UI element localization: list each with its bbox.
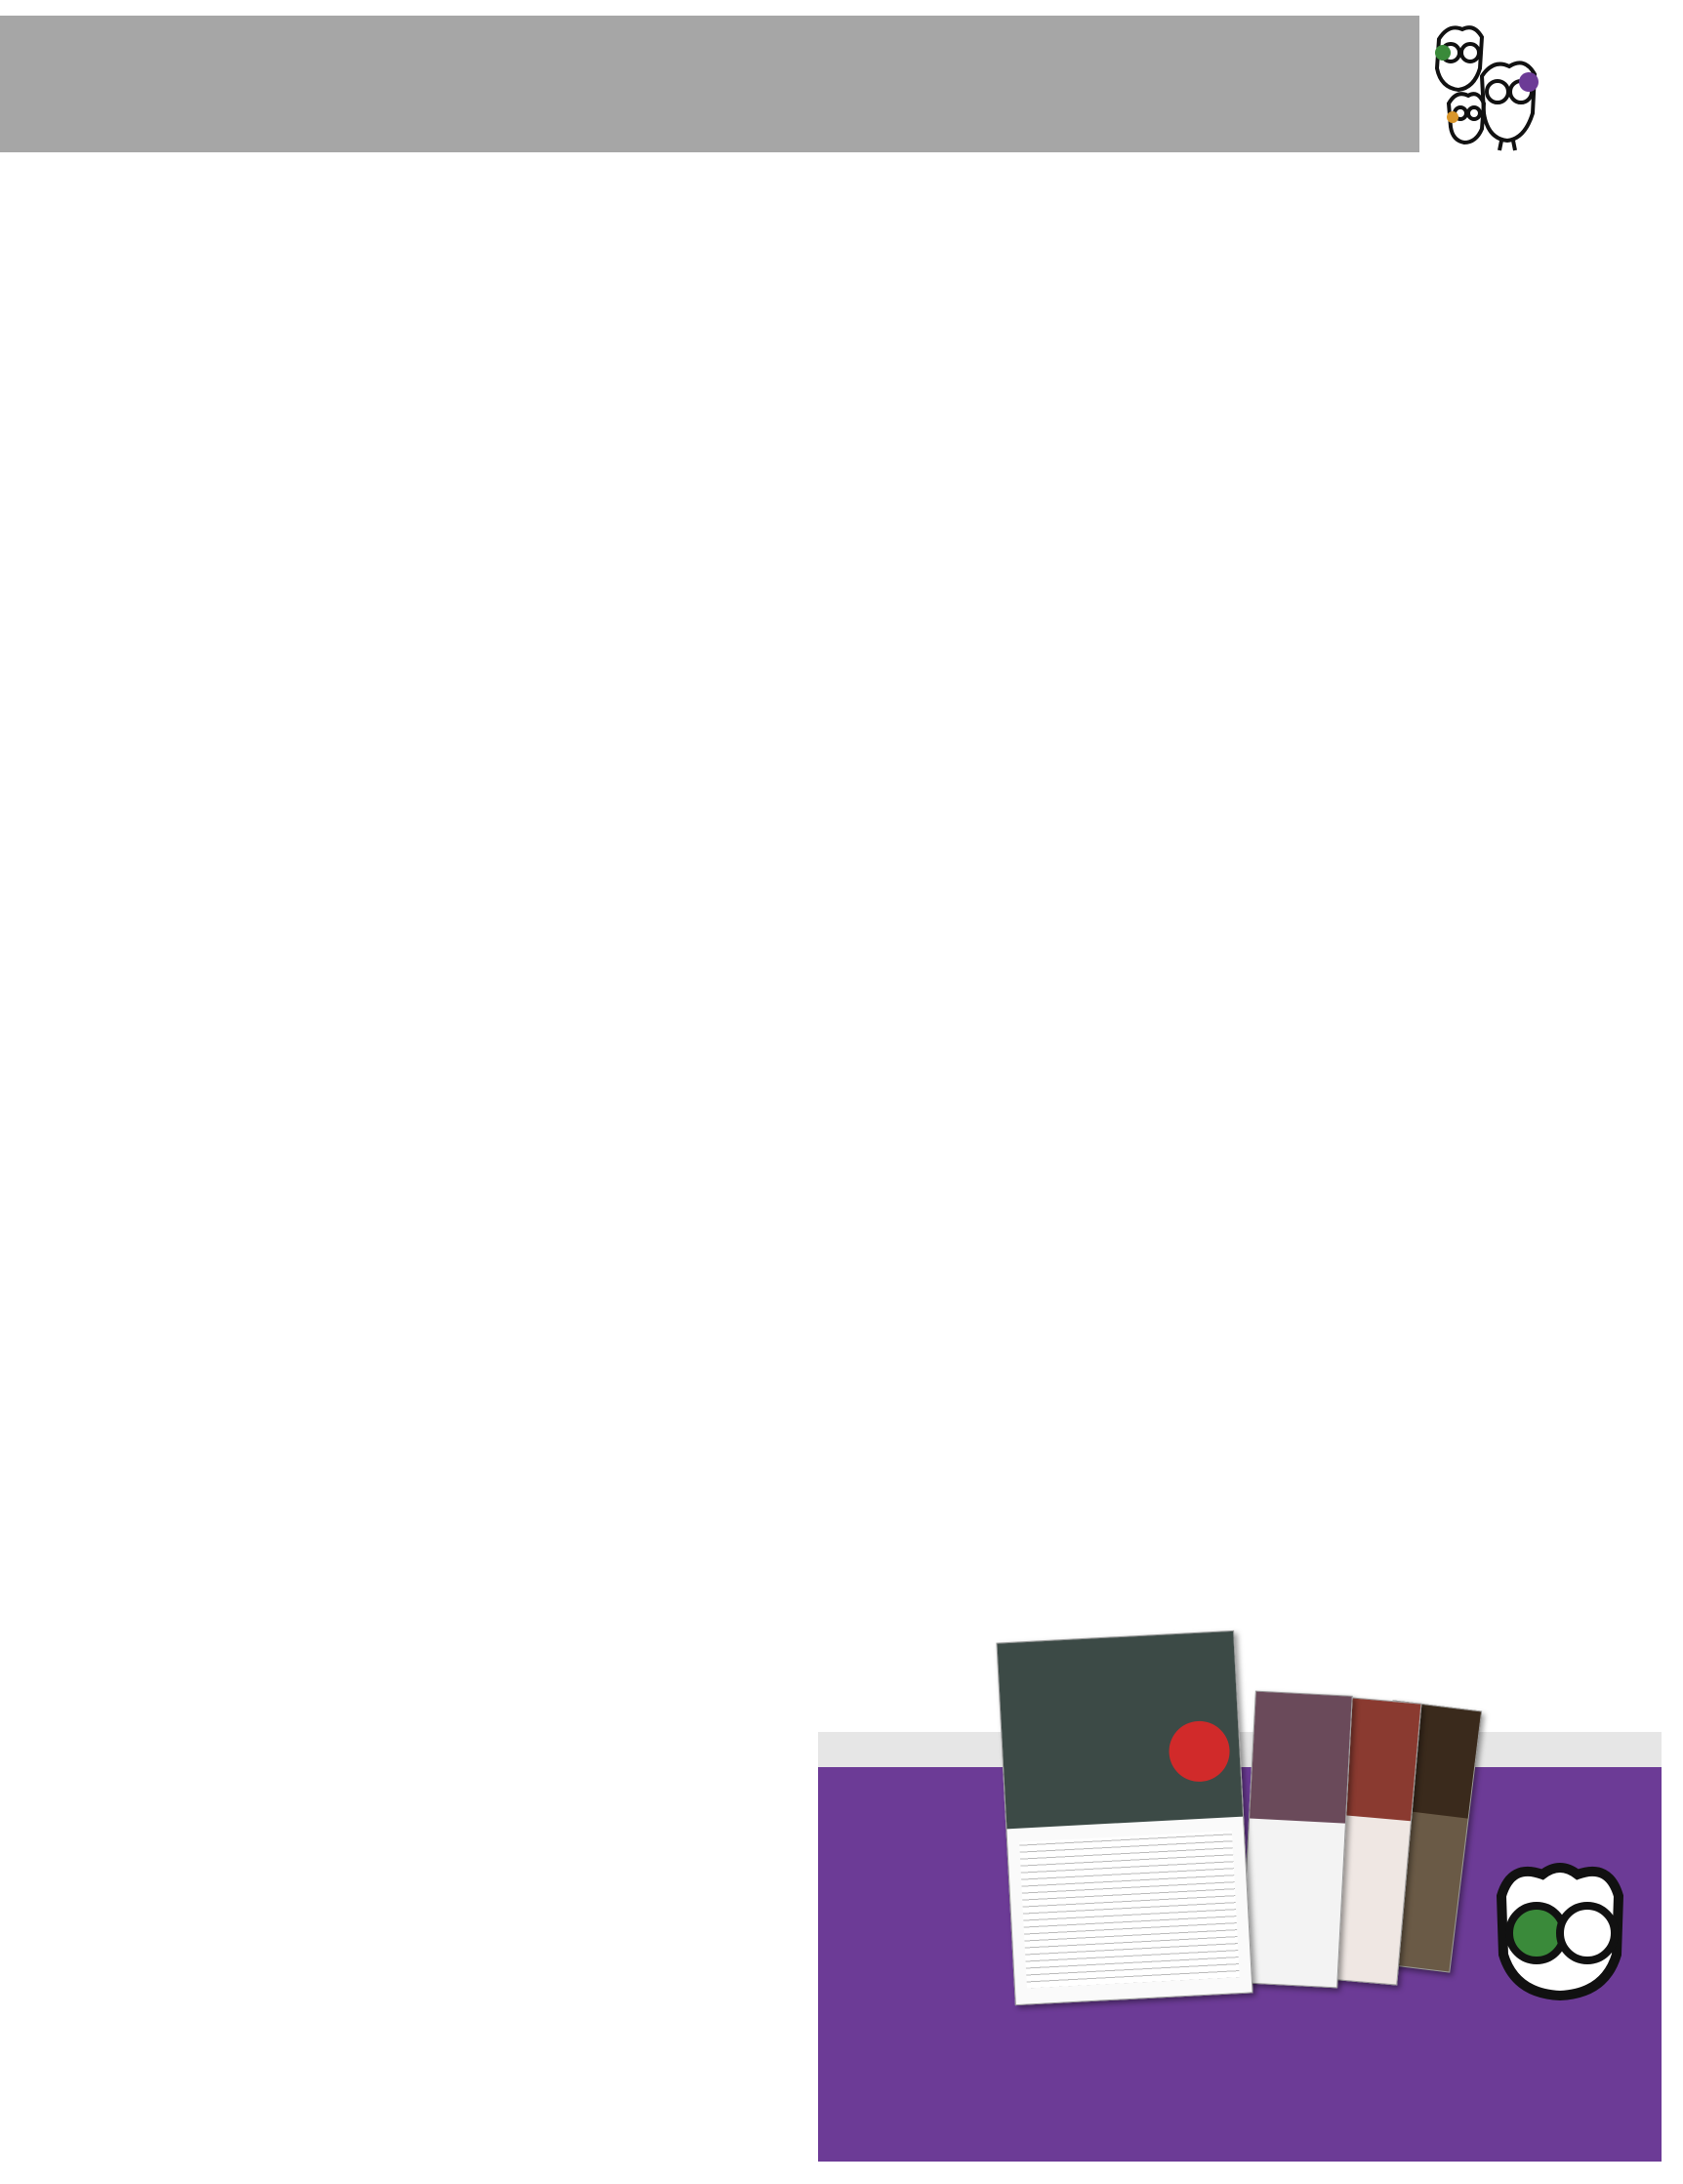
owl-logo-icon [1419,20,1566,152]
owl-mascot-icon [1482,1857,1638,2003]
magazine-cover-main [996,1630,1252,2005]
magazine-cover-2 [1240,1691,1353,1989]
header-bar [0,16,1683,152]
crossword-grid [849,234,1591,1406]
brand-logo [1419,16,1683,152]
crossword-grid-svg [849,234,1591,1406]
advertisement [818,1732,1662,2162]
